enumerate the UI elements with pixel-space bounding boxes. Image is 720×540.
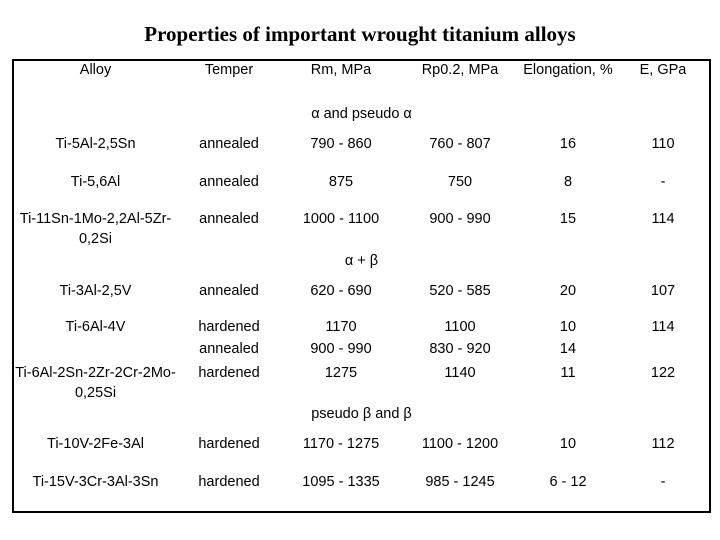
page-title: Properties of important wrought titanium alloys <box>144 22 576 46</box>
group-row <box>13 252 710 280</box>
header-rp: Rp0.2, MPa <box>421 62 499 78</box>
cell-temper: hardened <box>198 474 260 490</box>
cell-elongation-line2: 14 <box>559 341 577 357</box>
table-row <box>13 316 710 363</box>
cell-rm: 1275 <box>324 365 358 381</box>
table-row <box>13 133 710 171</box>
cell-e-modulus: 112 <box>651 436 675 452</box>
cell-rp-line1: 1100 <box>444 319 476 335</box>
group-label-alpha: α and pseudo α <box>311 106 412 122</box>
cell-rm: 620 - 690 <box>310 283 372 299</box>
cell-rp: 520 - 585 <box>429 283 491 299</box>
cell-alloy: Ti-5Al-2,5Sn <box>55 136 136 152</box>
table-row <box>13 280 710 316</box>
group-label-alpha-beta: α + β <box>344 253 379 269</box>
cell-temper: hardened <box>198 436 260 452</box>
header-e-modulus: E, GPa <box>639 62 687 78</box>
cell-rp: 985 - 1245 <box>425 474 495 490</box>
table-row <box>13 209 710 252</box>
cell-elongation: 16 <box>559 136 577 152</box>
cell-rm <box>281 316 401 363</box>
cell-e-modulus: 122 <box>650 365 676 381</box>
cell-alloy: Ti-6Al-4V <box>65 319 126 335</box>
cell-temper-line1: hardened <box>198 319 260 335</box>
cell-rp: 750 <box>447 174 473 190</box>
cell-rm: 790 - 860 <box>310 136 372 152</box>
cell-rp-line2: 830 - 920 <box>429 341 491 357</box>
cell-rm-line2: 900 - 990 <box>310 341 372 357</box>
group-label-beta: pseudo β and β <box>311 406 412 422</box>
cell-rm: 1000 - 1100 <box>302 211 380 227</box>
cell-temper: annealed <box>199 174 259 190</box>
cell-rp: 1100 - 1200 <box>421 436 499 452</box>
cell-temper: annealed <box>199 283 259 299</box>
cell-temper-line2: annealed <box>199 341 259 357</box>
group-row <box>13 105 710 133</box>
header-temper: Temper <box>204 62 254 78</box>
cell-elongation: 20 <box>559 283 577 299</box>
cell-temper: hardened <box>198 365 260 381</box>
table-row <box>13 471 710 512</box>
cell-rm: 875 <box>328 174 354 190</box>
cell-temper: annealed <box>199 136 259 152</box>
table-row <box>13 363 710 405</box>
cell-alloy: Ti-6Al-2Sn-2Zr-2Cr-2Mo-0,25Si <box>15 365 176 401</box>
table-row <box>13 433 710 471</box>
cell-temper <box>177 316 281 363</box>
cell-elongation: 10 <box>559 436 577 452</box>
cell-e-modulus: - <box>660 474 666 490</box>
cell-rp: 900 - 990 <box>429 211 491 227</box>
cell-elongation: 15 <box>559 211 577 227</box>
group-row <box>13 405 710 433</box>
cell-rp <box>401 316 519 363</box>
cell-alloy: Ti-10V-2Fe-3Al <box>47 436 144 452</box>
table-header-row <box>13 60 710 105</box>
header-elongation: Elongation, % <box>523 62 613 78</box>
cell-e-modulus: 114 <box>651 211 675 227</box>
header-rm: Rm, MPa <box>310 62 372 78</box>
cell-rp: 760 - 807 <box>429 136 491 152</box>
cell-alloy: Ti-5,6Al <box>70 174 121 190</box>
cell-e-modulus: - <box>660 174 666 190</box>
cell-e-modulus: 107 <box>650 283 676 299</box>
cell-alloy: Ti-15V-3Cr-3Al-3Sn <box>32 474 159 490</box>
cell-elongation-line1: 10 <box>559 319 577 335</box>
cell-elongation: 11 <box>560 365 576 381</box>
cell-rm-line1: 1170 <box>325 319 357 335</box>
cell-alloy: Ti-3Al-2,5V <box>59 283 132 299</box>
properties-table <box>12 59 711 513</box>
header-alloy: Alloy <box>79 62 112 78</box>
cell-temper: annealed <box>199 211 259 227</box>
cell-e-modulus: 114 <box>651 319 675 335</box>
cell-elongation <box>519 316 617 363</box>
cell-alloy: Ti-11Sn-1Mo-2,2Al-5Zr-0,2Si <box>19 211 172 247</box>
cell-rm: 1170 - 1275 <box>302 436 380 452</box>
cell-rp: 1140 <box>444 365 476 381</box>
cell-elongation: 6 - 12 <box>549 474 587 490</box>
cell-rm: 1095 - 1335 <box>302 474 380 490</box>
cell-elongation: 8 <box>563 174 573 190</box>
table-row <box>13 171 710 209</box>
cell-e-modulus: 110 <box>651 136 675 152</box>
